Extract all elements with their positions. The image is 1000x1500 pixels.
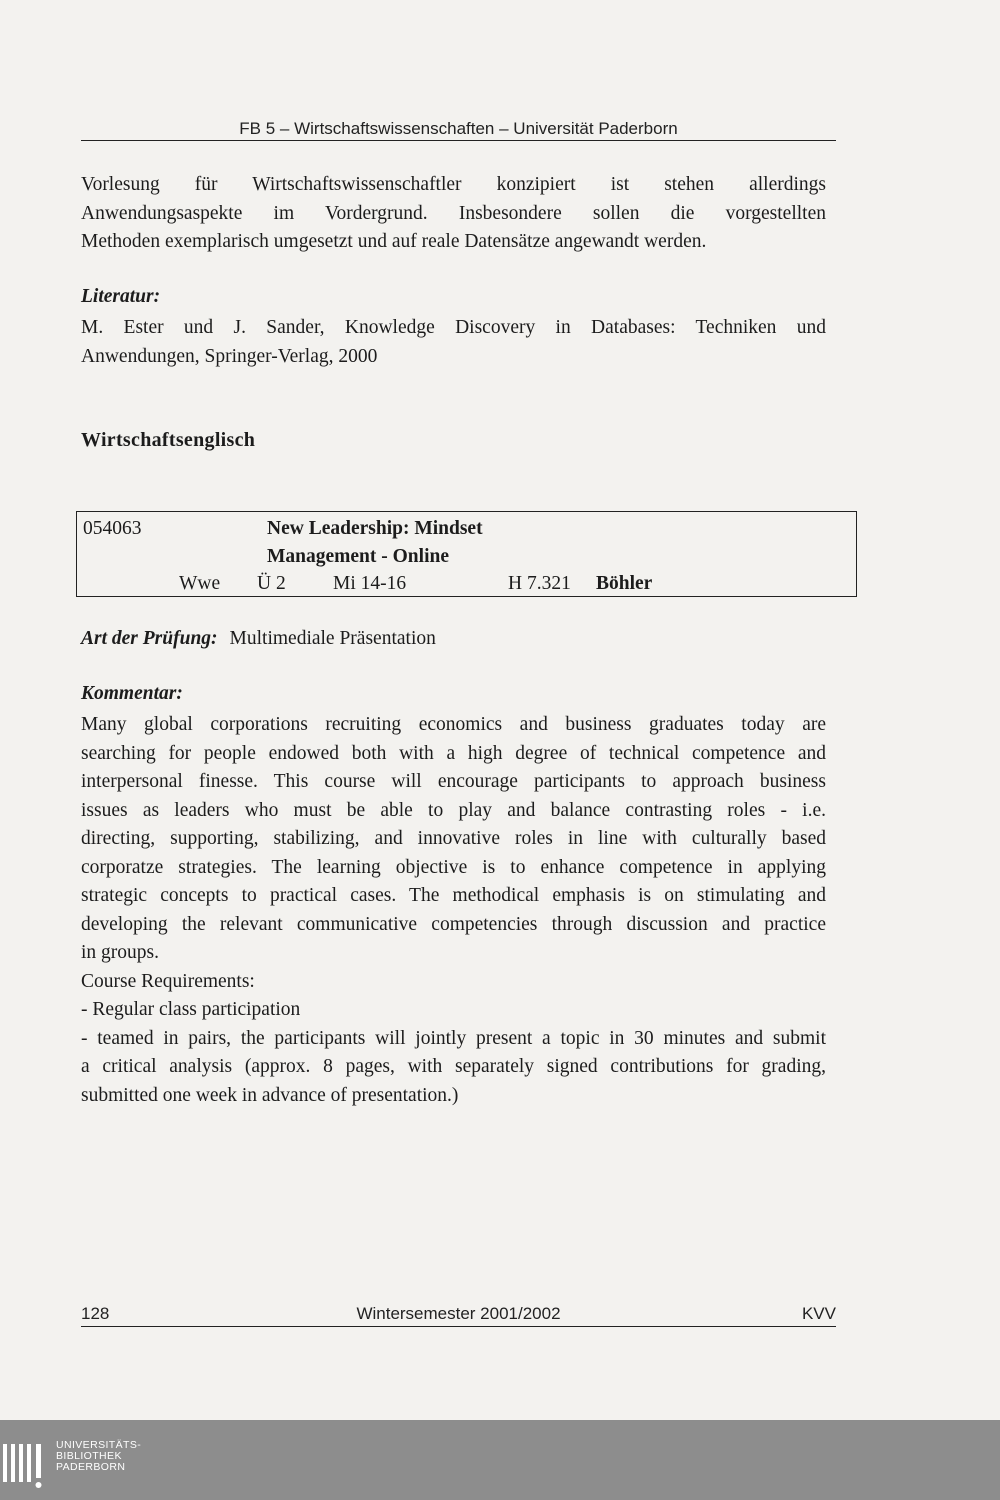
course-teacher: Böhler [596, 573, 653, 594]
commentary-line: searching for people endowed both with a high degree of technical competence and [81, 742, 826, 764]
commentary-line: issues as leaders who must be able to play and balance contrasting roles - i.e. [81, 799, 826, 821]
course-title: New Leadership: Mindset [267, 518, 483, 539]
exam-value: Multimediale Präsentation [229, 628, 436, 649]
intro-paragraph [81, 171, 826, 257]
commentary-text [81, 711, 826, 1110]
library-name-line: BIBLIOTHEK [56, 1450, 122, 1462]
intro-line: Methoden exemplarisch umgesetzt und auf reale Datensätze angewandt werden. [81, 231, 707, 252]
commentary-heading: Kommentar: [81, 683, 183, 704]
page-footer [81, 1302, 836, 1327]
commentary-line: in groups. [81, 942, 159, 963]
library-name-line: UNIVERSITÄTS- [56, 1439, 142, 1451]
course-title-continued: Management - Online [267, 546, 449, 567]
library-name [56, 1440, 141, 1473]
intro-line: Anwendungsaspekte im Vordergrund. Insbesondere sollen die vorgestellten [81, 202, 826, 224]
commentary-line: - teamed in pairs, the participants will jointly present a topic in 30 minutes and submit [81, 1027, 826, 1049]
course-time: Mi 14-16 [333, 573, 407, 594]
course-room: H 7.321 [508, 573, 571, 594]
literature-reference [81, 314, 826, 371]
commentary-line: interpersonal finesse. This course will encourage participants to approach business [81, 771, 826, 792]
course-id: 054063 [83, 518, 142, 539]
literature-line: M. Ester und J. Sander, Knowledge Discovery in Databases: Techniken und [81, 317, 826, 338]
library-stamp-bar [0, 1420, 1000, 1500]
literature-heading: Literatur: [81, 286, 161, 307]
commentary-line: strategic concepts to practical cases. The methodical emphasis is on stimulating and [81, 885, 826, 906]
course-level: Wwe [179, 573, 221, 594]
commentary-line: Course Requirements: [81, 970, 255, 992]
commentary-line: corporatze strategies. The learning objective is to enhance competence in applying [81, 856, 826, 878]
footer-page-number: 128 [81, 1304, 110, 1323]
footer-catalog: KVV [801, 1304, 836, 1323]
footer-semester: Wintersemester 2001/2002 [356, 1304, 561, 1323]
course-entry-box [76, 511, 857, 597]
course-type: Ü 2 [257, 573, 286, 594]
exam-type [81, 628, 436, 650]
intro-line: Vorlesung für Wirtschaftswissenschaftler konzipiert ist stehen allerdings [81, 174, 826, 195]
library-logo-icon [0, 1444, 50, 1490]
section-heading: Wirtschaftsenglisch [81, 429, 256, 451]
commentary-line: Many global corporations recruiting economics and business graduates today are [81, 714, 826, 735]
commentary-line: directing, supporting, stabilizing, and innovative roles in line with culturally based [81, 828, 826, 849]
commentary-line: developing the relevant communicative competencies through discussion and practice [81, 913, 826, 935]
running-header: FB 5 – Wirtschaftswissenschaften – Universität Paderborn [81, 118, 836, 141]
commentary-line: a critical analysis (approx. 8 pages, with separately signed contributions for grading, [81, 1056, 826, 1077]
library-name-line: PADERBORN [56, 1461, 126, 1473]
commentary-line: - Regular class participation [81, 999, 301, 1020]
literature-line: Anwendungen, Springer-Verlag, 2000 [81, 345, 378, 367]
exam-label: Art der Prüfung: [81, 628, 218, 649]
commentary-line: submitted one week in advance of presentation.) [81, 1084, 459, 1106]
